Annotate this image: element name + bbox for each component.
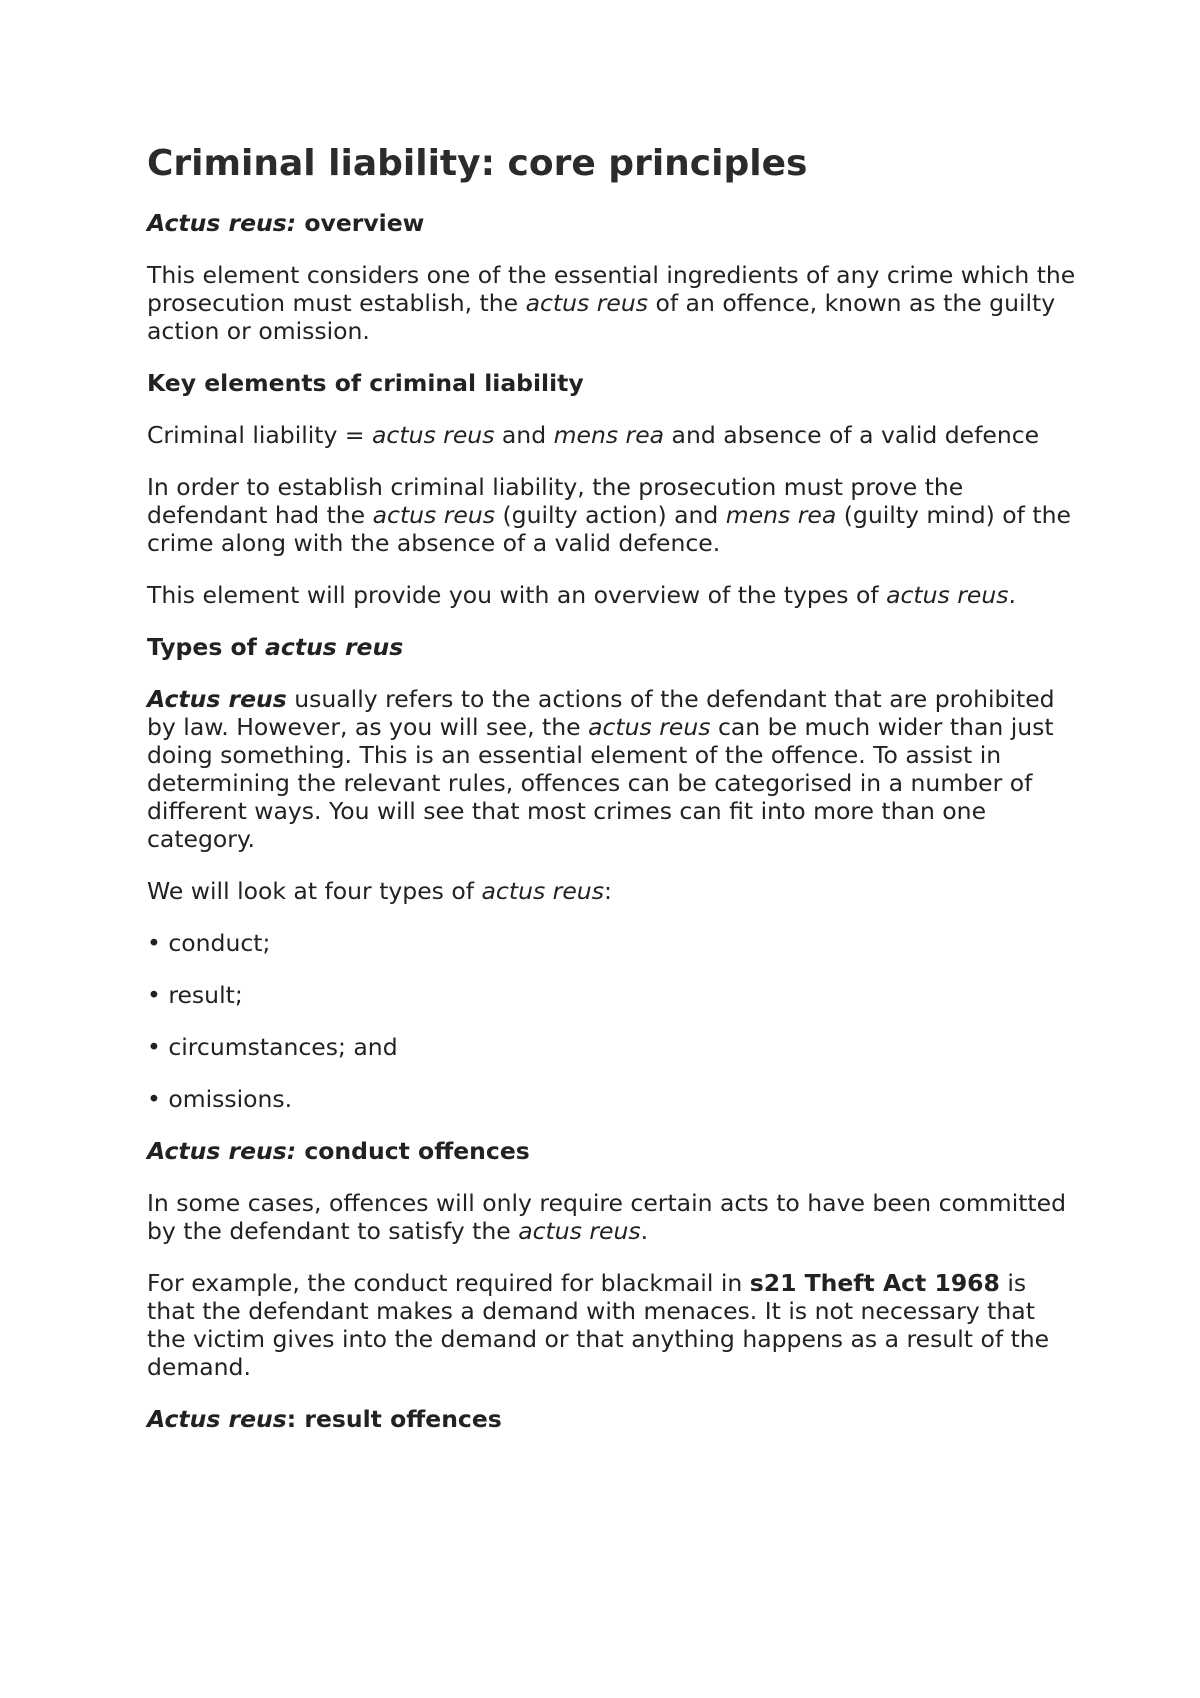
text-run: • circumstances; and	[147, 1033, 398, 1061]
paragraph	[147, 877, 1077, 905]
text-run: Key elements of criminal liability	[147, 369, 584, 397]
paragraph	[147, 685, 1077, 853]
text-run: and absence of a valid defence	[664, 421, 1040, 449]
text-run: mens rea	[725, 501, 837, 529]
text-run: Actus reus	[147, 685, 287, 713]
text-run: In order to establish criminal liability, the prosecution must prove the defendant had the	[147, 473, 964, 529]
text-run: (guilty action) and	[495, 501, 726, 529]
text-run: • conduct;	[147, 929, 271, 957]
text-run: Actus reus	[147, 1405, 287, 1433]
text-run: For example, the conduct required for blackmail in	[147, 1269, 750, 1297]
text-run: overview	[296, 209, 425, 237]
text-run: actus reus	[372, 501, 496, 529]
text-run: and	[494, 421, 554, 449]
document-page	[147, 142, 1077, 1457]
paragraph	[147, 421, 1077, 449]
text-run: Actus reus:	[147, 209, 297, 237]
document-body	[147, 209, 1077, 1433]
list-item	[147, 981, 1077, 1009]
text-run: can be much wider than just doing something. This is an essential element of the offence. To assist in determining the relevant rules, offences can be categorised in a number of different ways. You will see that most crimes can fit into more than one category.	[147, 713, 1054, 853]
paragraph	[147, 473, 1077, 557]
text-run: of an offence, known as the guilty action or omission.	[147, 289, 1056, 345]
text-run: Types of	[147, 633, 266, 661]
text-run: This element will provide you with an overview of the types of	[147, 581, 887, 609]
text-run: actus reus	[518, 1217, 641, 1245]
text-run: In some cases, offences will only require certain acts to have been committed by the defendant to satisfy the	[147, 1189, 1067, 1245]
document-title: Criminal liability: core principles	[147, 143, 808, 184]
section-heading	[147, 369, 1077, 397]
text-run: • result;	[147, 981, 243, 1009]
section-heading	[147, 1405, 1077, 1433]
text-run: (guilty mind) of the crime along with the absence of a valid defence.	[147, 501, 1071, 557]
paragraph	[147, 261, 1077, 345]
text-run: .	[1008, 581, 1016, 609]
text-run: actus reus	[265, 633, 404, 661]
text-run: conduct offences	[296, 1137, 530, 1165]
text-run: actus reus	[372, 421, 495, 449]
section-heading	[147, 633, 1077, 661]
section-heading	[147, 1137, 1077, 1165]
text-run: Criminal liability =	[147, 421, 373, 449]
text-run: mens rea	[553, 421, 665, 449]
text-run: usually refers to the actions of the defendant that are prohibited by law. However, as you will see, the	[147, 685, 1055, 741]
text-run: This element considers one of the essential ingredients of any crime which the prosecution must establish, the	[147, 261, 1076, 317]
paragraph	[147, 1269, 1077, 1381]
text-run: is that the defendant makes a demand with menaces. It is not necessary that the victim gives into the demand or that anything happens as a result of the demand.	[147, 1269, 1050, 1381]
text-run: • omissions.	[147, 1085, 293, 1113]
list-item	[147, 929, 1077, 957]
paragraph	[147, 581, 1077, 609]
text-run: actus reus	[886, 581, 1009, 609]
text-run: actus reus	[525, 289, 648, 317]
list-item	[147, 1085, 1077, 1113]
text-run: actus reus	[588, 713, 711, 741]
text-run	[147, 685, 287, 713]
paragraph	[147, 1189, 1077, 1245]
section-heading	[147, 209, 1077, 237]
text-run: s21 Theft Act 1968	[749, 1269, 1000, 1297]
text-run: actus reus	[481, 877, 604, 905]
text-run: .	[640, 1217, 649, 1245]
text-run: : result offences	[286, 1405, 502, 1433]
text-run: We will look at four types of	[147, 877, 482, 905]
list-item	[147, 1033, 1077, 1061]
text-run: :	[603, 877, 612, 905]
text-run: Actus reus:	[147, 1137, 297, 1165]
